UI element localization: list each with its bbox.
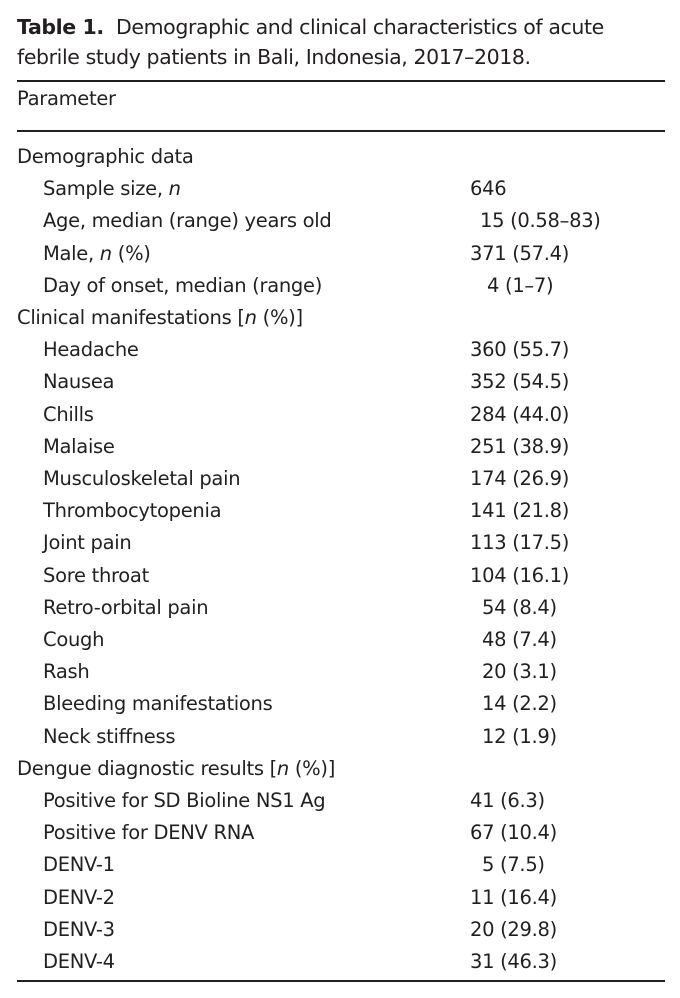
row-value: 20 (3.1): [482, 660, 557, 684]
row-label: [43, 432, 115, 462]
row-label: [43, 786, 325, 816]
row-value: 284 (44.0): [470, 402, 570, 426]
row-value: 31 (46.3): [470, 950, 557, 973]
table-row: [0, 561, 680, 591]
row-label: [43, 367, 114, 397]
label-text: DENV-3: [43, 917, 115, 941]
label-text: Headache: [43, 338, 139, 362]
table-row: [0, 400, 680, 430]
table-row: [0, 883, 680, 913]
label-text: Dengue diagnostic results [: [17, 756, 277, 780]
label-text: Bleeding manifestations: [43, 692, 273, 716]
table-row: [0, 818, 680, 848]
row-label: [17, 754, 335, 784]
caption-text: Demographic and clinical characteristics of acute febrile study patients in Bali, Indonesia, 2017–2018.: [17, 15, 604, 69]
label-text: Cough: [43, 628, 105, 651]
table-row: [0, 947, 680, 977]
row-label: [43, 400, 94, 430]
bottom-rule: [17, 980, 665, 982]
table-row: [0, 432, 680, 462]
top-rule: [17, 80, 665, 82]
row-label: [43, 561, 149, 591]
label-text: Rash: [43, 660, 90, 684]
label-suffix: (%)]: [256, 306, 303, 329]
row-label: [43, 239, 151, 269]
row-value: 12 (1.9): [482, 724, 557, 748]
table-row: [0, 850, 680, 880]
label-text: Chills: [43, 402, 94, 426]
row-label: [43, 335, 139, 365]
table-row: [0, 528, 680, 558]
table-row: [0, 786, 680, 816]
header-rule: [17, 130, 665, 132]
row-value: 4 (1–7): [487, 273, 554, 297]
label-text: Neck stiffness: [43, 724, 176, 748]
label-text: DENV-4: [43, 950, 115, 973]
label-italic: n: [276, 756, 289, 780]
row-label: [43, 915, 115, 945]
row-label: [17, 142, 193, 172]
row-label: [43, 528, 131, 558]
row-value: 141 (21.8): [470, 499, 570, 523]
row-label: [43, 850, 115, 880]
row-label: [43, 689, 272, 719]
table-caption: [17, 12, 667, 72]
table-row: [0, 367, 680, 397]
label-italic: n: [168, 177, 181, 201]
section-header-row: [0, 303, 680, 333]
row-value: 5 (7.5): [482, 853, 545, 877]
row-value: 20 (29.8): [470, 917, 557, 941]
row-value: 360 (55.7): [470, 338, 570, 362]
row-value: 15 (0.58–83): [480, 209, 601, 233]
row-value: 104 (16.1): [470, 563, 570, 587]
label-suffix: (%): [111, 241, 151, 265]
row-value: 371 (57.4): [470, 241, 570, 265]
table-row: [0, 625, 680, 655]
label-text: Thrombocytopenia: [43, 499, 222, 523]
table-row: [0, 464, 680, 494]
label-text: Clinical manifestations [: [17, 306, 245, 329]
row-label: [43, 464, 240, 494]
table-row: [0, 271, 680, 301]
row-label: [43, 947, 115, 977]
row-value: 251 (38.9): [470, 434, 570, 458]
label-text: Positive for SD Bioline NS1 Ag: [43, 789, 326, 812]
row-label: [43, 722, 175, 752]
row-label: [43, 657, 89, 687]
table-row: [0, 206, 680, 236]
row-label: [43, 625, 104, 655]
table-row: [0, 335, 680, 365]
row-label: [17, 303, 303, 333]
label-italic: n: [244, 306, 257, 329]
label-text: DENV-1: [43, 853, 115, 877]
table-number: Table 1.: [17, 15, 104, 39]
table-row: [0, 722, 680, 752]
row-value: 352 (54.5): [470, 370, 570, 394]
row-label: [43, 496, 221, 526]
row-value: 48 (7.4): [482, 628, 557, 651]
label-text: Malaise: [43, 434, 115, 458]
row-value: 174 (26.9): [470, 467, 570, 490]
label-text: Retro-orbital pain: [43, 595, 209, 619]
row-value: 67 (10.4): [470, 821, 557, 845]
label-suffix: (%)]: [288, 756, 336, 780]
row-label: [43, 174, 181, 204]
label-text: Sore throat: [43, 563, 149, 587]
row-label: [43, 818, 254, 848]
row-value: 41 (6.3): [470, 789, 545, 812]
table-row: [0, 657, 680, 687]
table-row: [0, 239, 680, 269]
table-row: [0, 593, 680, 623]
label-text: Musculoskeletal pain: [43, 467, 241, 490]
label-text: Day of onset, median (range): [43, 273, 322, 297]
row-value: 54 (8.4): [482, 595, 557, 619]
label-text: Demographic data: [17, 145, 194, 168]
table-row: [0, 174, 680, 204]
table-row: [0, 496, 680, 526]
table-row: [0, 915, 680, 945]
row-label: [43, 271, 322, 301]
label-text: DENV-2: [43, 885, 115, 909]
label-text: Male,: [43, 241, 100, 265]
label-text: Nausea: [43, 370, 115, 394]
row-label: [43, 593, 208, 623]
row-value: 646: [470, 177, 507, 201]
row-value: 11 (16.4): [470, 885, 557, 909]
section-header-row: [0, 754, 680, 784]
label-text: Age, median (range) years old: [43, 209, 332, 233]
label-italic: n: [99, 241, 112, 265]
row-label: [43, 206, 331, 236]
section-header-row: [0, 142, 680, 172]
row-label: [43, 883, 115, 913]
row-value: 113 (17.5): [470, 531, 570, 555]
label-text: Sample size,: [43, 177, 169, 201]
table-row: [0, 689, 680, 719]
label-text: Positive for DENV RNA: [43, 821, 255, 845]
label-text: Joint pain: [43, 531, 132, 555]
row-value: 14 (2.2): [482, 692, 557, 716]
column-header-parameter: Parameter: [17, 87, 116, 110]
